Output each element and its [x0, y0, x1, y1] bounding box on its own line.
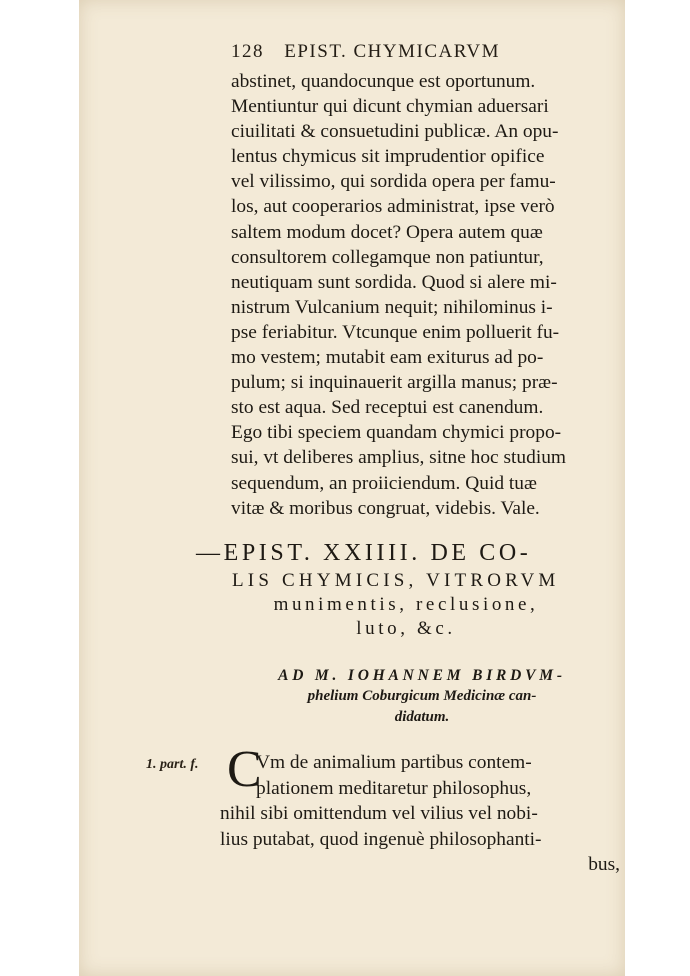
body-text: [231, 69, 621, 521]
drop-cap: C: [227, 741, 262, 798]
body-line: nistrum Vulcanium nequit; nihilominus i-: [231, 296, 553, 318]
epistle-heading: [196, 538, 616, 641]
letter-line: nihil sibi omittendum vel vilius vel nobi-: [220, 803, 538, 824]
running-head: [231, 41, 500, 63]
heading-line-3: munimentis, reclusione,: [273, 594, 539, 615]
addressee: [226, 665, 618, 728]
body-line: Ego tibi speciem quandam chymici propo-: [231, 422, 562, 444]
body-line: saltem modum docet? Opera autem quæ: [231, 221, 543, 243]
address-line-3: didatum.: [394, 709, 450, 725]
body-line: sui, vt deliberes amplius, sitne hoc studium: [231, 447, 566, 469]
running-title: EPIST. CHYMICARVM: [284, 41, 501, 62]
body-line: pulum; si inquinauerit argilla manus; præ-: [231, 372, 558, 394]
body-line: abstinet, quandocunque est oportunum.: [231, 71, 536, 92]
body-line: pse feriabitur. Vtcunque enim polluerit fu-: [231, 321, 560, 343]
letter-line: bus,: [588, 854, 620, 875]
letter-text: [220, 750, 620, 878]
letter-line: Vm de animalium partibus contem-: [256, 752, 532, 773]
body-line: ciuilitati & consuetudini publicæ. An opu-: [231, 121, 559, 143]
body-line: vel vilissimo, qui sordida opera per famu-: [231, 171, 556, 193]
heading-line-1: —EPIST. XXIIII. DE CO-: [196, 540, 532, 566]
body-line: neutiquam sunt sordida. Quod si alere mi-: [231, 271, 557, 293]
heading-line-2: LIS CHYMICIS, VITRORVM: [232, 570, 560, 591]
heading-line-4: luto, &c.: [356, 618, 456, 639]
body-line: mo vestem; mutabit eam exiturus ad po-: [231, 347, 544, 369]
margin-note: 1. part. f.: [146, 757, 199, 772]
address-line-2: phelium Coburgicum Medicinæ can-: [307, 688, 537, 704]
body-line: consultorem collegamque non patiuntur,: [231, 246, 544, 268]
page-number: 128: [231, 41, 264, 62]
body-line: vitæ & moribus congruat, videbis. Vale.: [231, 497, 540, 519]
body-line: Mentiuntur qui dicunt chymian aduersari: [231, 96, 549, 118]
letter-line: lius putabat, quod ingenuè philosophanti-: [220, 828, 542, 850]
body-line: sto est aqua. Sed receptui est canendum.: [231, 397, 544, 419]
body-line: los, aut cooperarios administrat, ipse verò: [231, 196, 555, 218]
address-line-1: AD M. IOHANNEM BIRDVM-: [278, 667, 566, 684]
letter-line: plationem meditaretur philosophus,: [256, 777, 532, 799]
body-line: lentus chymicus sit imprudentior opifice: [231, 146, 545, 168]
body-line: sequendum, an proiiciendum. Quid tuæ: [231, 472, 537, 494]
